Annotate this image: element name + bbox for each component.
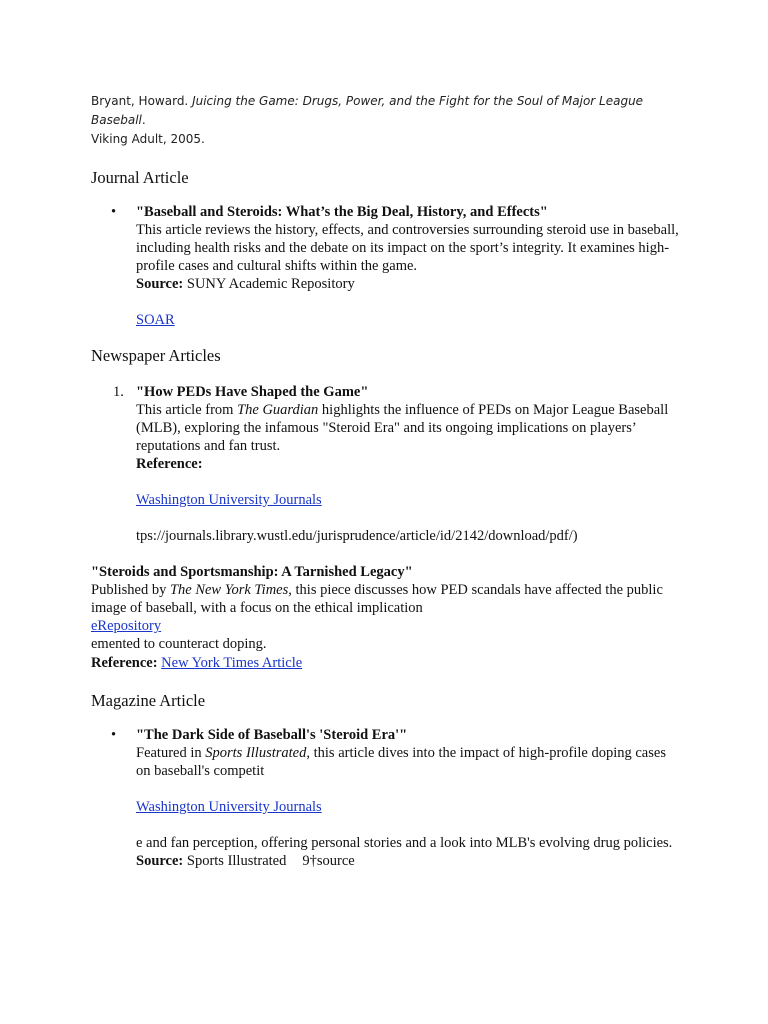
magazine-description: Featured in Sports Illustrated, this article dives into the impact of high-profile doping cases on baseball's competit — [136, 745, 666, 779]
magazine-source-label: Source: — [136, 853, 184, 869]
book-citation — [91, 92, 681, 149]
magazine-item — [91, 726, 681, 870]
nyt-article-link[interactable]: New York Times Article — [161, 655, 303, 671]
citation-title: Juicing the Game: Drugs, Power, and the Fight for the Soul of Major League Baseball — [91, 94, 644, 127]
url-fragment: tps://journals.library.wustl.edu/jurisprudence/article/id/2142/download/pdf/) — [136, 528, 578, 544]
newspaper-item-1 — [91, 383, 681, 545]
source-suffix: 9†source — [302, 853, 355, 869]
bullet-marker: • — [111, 727, 117, 743]
journal-description: This article reviews the history, effects, and controversies surrounding steroid use in baseball, including health risks and the debate on its impact on the sport’s integrity. It examines high-profile cases and cultural shifts within the game. — [136, 222, 679, 274]
citation-after-title: . — [141, 113, 146, 127]
newspaper-item-1-reference-label: Reference: — [136, 456, 203, 472]
washington-journals-link[interactable]: Washington University Journals — [136, 492, 322, 508]
magazine-fragment: e and fan perception, offering personal stories and a look into MLB's evolving drug policies. — [136, 835, 673, 851]
text-fragment: emented to counteract doping. — [91, 636, 267, 652]
document-page — [91, 92, 681, 870]
magazine-heading: Magazine Article — [91, 691, 206, 710]
newspaper-item-2-title: "Steroids and Sportsmanship: A Tarnished Legacy" — [91, 564, 413, 580]
newspaper-item-1-description: This article from The Guardian highlights the influence of PEDs on Major League Baseball (MLB), exploring the infamous "Steroid Era" and its ongoing implications on players’ reputations and fan trust. — [136, 402, 669, 454]
newspaper-item-2 — [91, 563, 681, 672]
citation-author: Bryant, Howard. — [91, 94, 193, 108]
journal-title: "Baseball and Steroids: What’s the Big Deal, History, and Effects" — [136, 204, 548, 220]
newspaper-heading: Newspaper Articles — [91, 346, 221, 365]
washington-journals-link-2[interactable]: Washington University Journals — [136, 799, 322, 815]
journal-source-value: SUNY Academic Repository — [183, 276, 355, 292]
erepository-link[interactable]: eRepository — [91, 618, 162, 634]
list-number: 1. — [113, 384, 124, 400]
soar-link[interactable]: SOAR — [136, 312, 175, 328]
newspaper-item-1-title: "How PEDs Have Shaped the Game" — [136, 384, 369, 400]
journal-item — [91, 203, 681, 329]
citation-publisher: Viking Adult, 2005. — [91, 132, 205, 146]
bullet-marker: • — [111, 204, 117, 220]
magazine-source-value: Sports Illustrated — [183, 853, 287, 869]
newspaper-item-2-reference-label: Reference: — [91, 655, 158, 671]
journal-heading: Journal Article — [91, 168, 189, 187]
newspaper-item-2-description: Published by The New York Times, this piece discusses how PED scandals have affected the public image of baseball, with a focus on the ethical implication — [91, 582, 663, 616]
journal-source-label: Source: — [136, 276, 184, 292]
magazine-title: "The Dark Side of Baseball's 'Steroid Era'" — [136, 727, 408, 743]
